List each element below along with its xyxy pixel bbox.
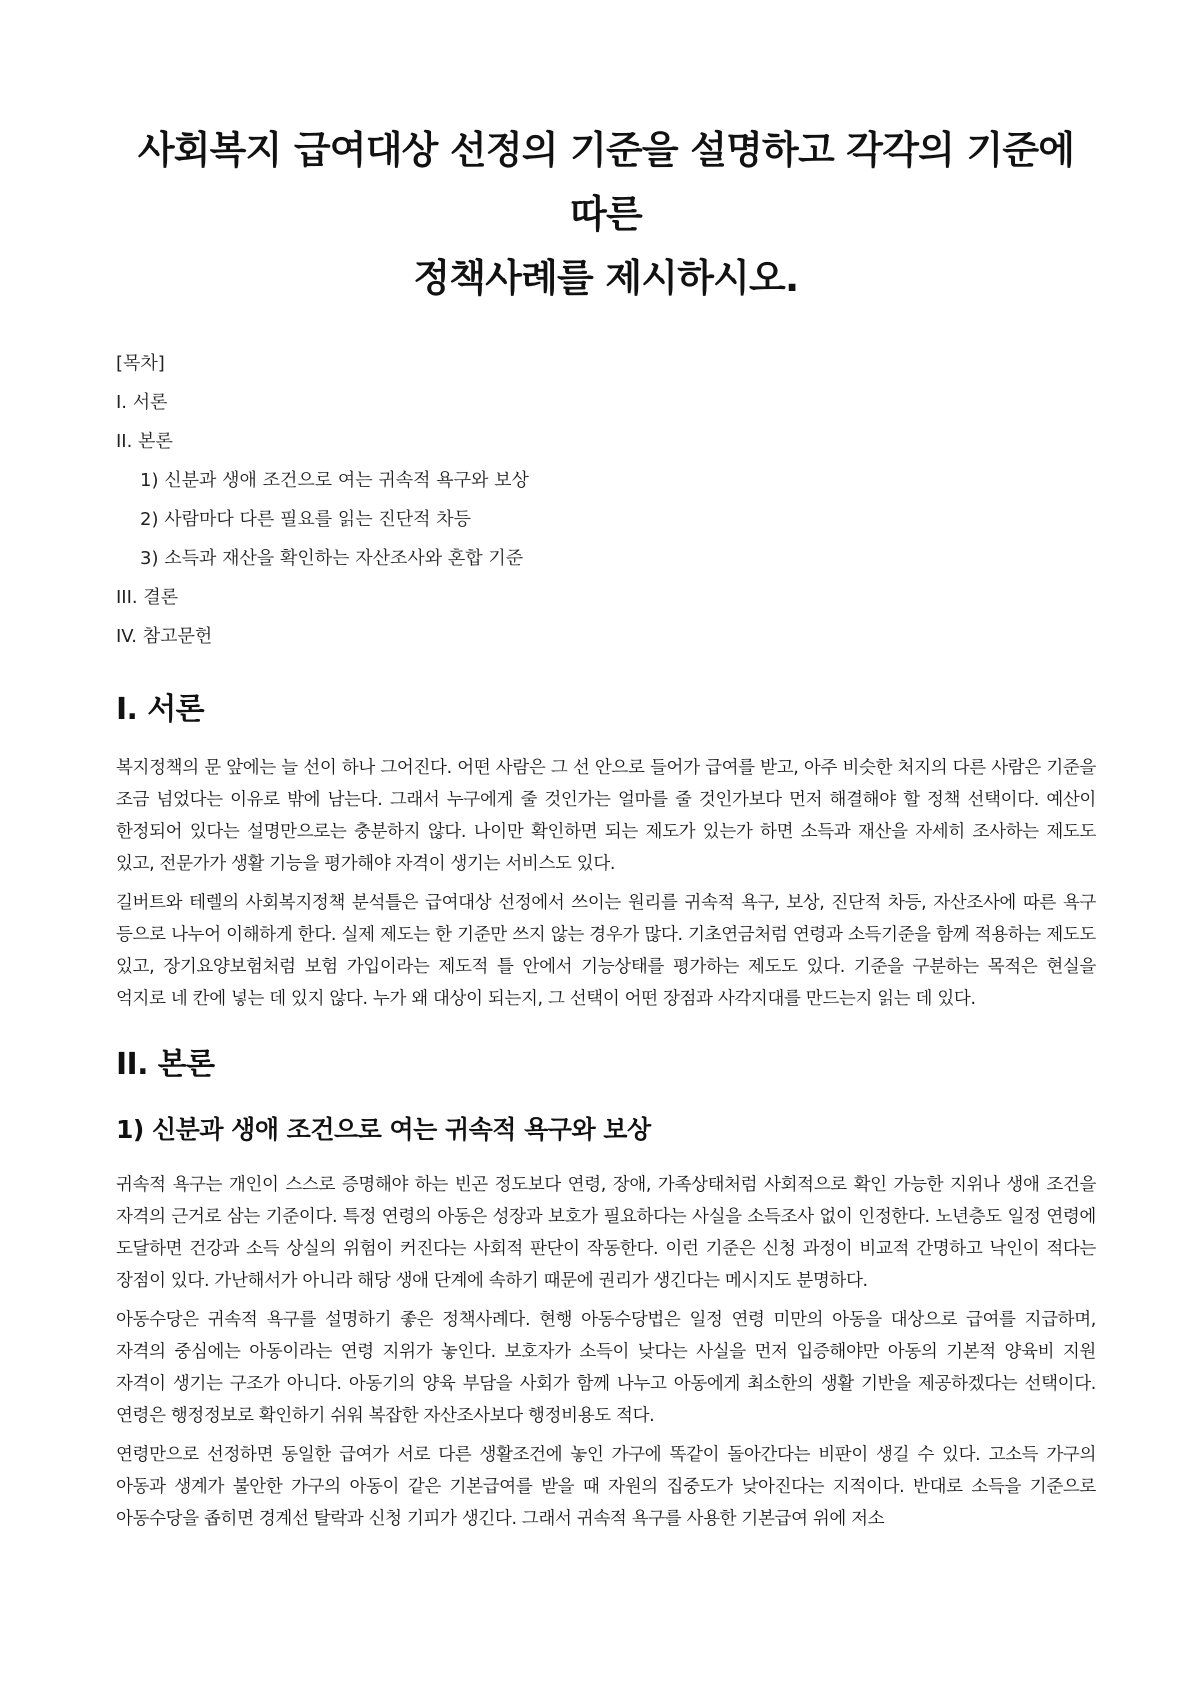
toc-item-intro: I. 서론 [116,392,168,413]
document-title-line-2: 정책사례를 제시하시오. [413,256,799,300]
body-heading: II. 본론 [116,1047,215,1082]
document-title [116,118,1096,310]
body-section [116,1045,1096,1535]
intro-paragraph-1: 복지정책의 문 앞에는 늘 선이 하나 그어진다. 어떤 사람은 그 선 안으로 들어가 급여를 받고, 아주 비슷한 처지의 다른 사람은 기준을 조금 넘었다는 이유로 밖에 남는다. 그래서 누구에게 줄 것인가는 얼마를 줄 것인가보다 먼저 해결해야 할 정책 선택이다. 예산이 한정되어 있다는 설명만으로는 충분하지 않다. 나이만 확인하면 되는 제도가 있는가 하면 소득과 재산을 자세히 조사하는 제도도 있고, 전문가가 생활 기능을 평가해야 자격이 생기는 서비스도 있다. [116,758,1096,874]
toc-item-body: II. 본론 [116,431,173,452]
toc-item-body-sub-1: 1) 신분과 생애 조건으로 여는 귀속적 욕구와 보상 [140,470,529,491]
body-sub1-paragraph-2: 아동수당은 귀속적 욕구를 설명하기 좋은 정책사례다. 현행 아동수당법은 일정 연령 미만의 아동을 대상으로 급여를 지급하며, 자격의 중심에는 아동이라는 연령 지위가 놓인다. 보호자가 소득이 낮다는 사실을 먼저 입증해야만 아동의 기본적 양육비 지원 자격이 생기는 구조가 아니다. 아동기의 양육 부담을 사회가 함께 나누고 아동에게 최소한의 생활 기반을 제공하겠다는 선택이다. 연령은 행정정보로 확인하기 쉬워 복잡한 자산조사보다 행정비용도 적다. [116,1310,1096,1426]
body-sub1-paragraph-3: 연령만으로 선정하면 동일한 급여가 서로 다른 생활조건에 놓인 가구에 똑같이 돌아간다는 비판이 생길 수 있다. 고소득 가구의 아동과 생계가 불안한 가구의 아동이 같은 기본급여를 받을 때 자원의 집중도가 낮아진다는 지적이다. 반대로 소득을 기준으로 아동수당을 좁히면 경계선 탈락과 신청 기피가 생긴다. 그래서 귀속적 욕구를 사용한 기본급여 위에 저소 [116,1445,1096,1529]
body-sub1-paragraph-1: 귀속적 욕구는 개인이 스스로 증명해야 하는 빈곤 정도보다 연령, 장애, 가족상태처럼 사회적으로 확인 가능한 지위나 생애 조건을 자격의 근거로 삼는 기준이다. 특정 연령의 아동은 성장과 보호가 필요하다는 사실을 소득조사 없이 인정한다. 노년층도 일정 연령에 도달하면 건강과 소득 상실의 위험이 커진다는 사회적 판단이 작동한다. 이런 기준은 신청 과정이 비교적 간명하고 낙인이 적다는 장점이 있다. 가난해서가 아니라 해당 생애 단계에 속하기 때문에 권리가 생긴다는 메시지도 분명하다. [116,1175,1096,1291]
document-title-line-1: 사회복지 급여대상 선정의 기준을 설명하고 각각의 기준에 따른 [137,128,1075,236]
body-subheading-1: 1) 신분과 생애 조건으로 여는 귀속적 욕구와 보상 [116,1115,651,1144]
toc-item-references: IV. 참고문헌 [116,626,213,647]
toc-label: [목차] [116,353,165,374]
intro-section [116,690,1096,1015]
intro-paragraph-2: 길버트와 테렐의 사회복지정책 분석틀은 급여대상 선정에서 쓰이는 원리를 귀속적 욕구, 보상, 진단적 차등, 자산조사에 따른 욕구 등으로 나누어 이해하게 한다. 실제 제도는 한 기준만 쓰지 않는 경우가 많다. 기초연금처럼 연령과 소득기준을 함께 적용하는 제도도 있고, 장기요양보험처럼 보험 가입이라는 제도적 틀 안에서 기능상태를 평가하는 제도도 있다. 기준을 구분하는 목적은 현실을 억지로 네 칸에 넣는 데 있지 않다. 누가 왜 대상이 되는지, 그 선택이 어떤 장점과 사각지대를 만드는지 읽는 데 있다. [116,893,1096,1009]
toc-item-body-sub-2: 2) 사람마다 다른 필요를 읽는 진단적 차등 [140,509,472,530]
intro-heading: I. 서론 [116,692,204,727]
toc-item-conclusion: III. 결론 [116,587,179,608]
toc-item-body-sub-3: 3) 소득과 재산을 확인하는 자산조사와 혼합 기준 [140,548,524,569]
table-of-contents [116,344,1096,656]
